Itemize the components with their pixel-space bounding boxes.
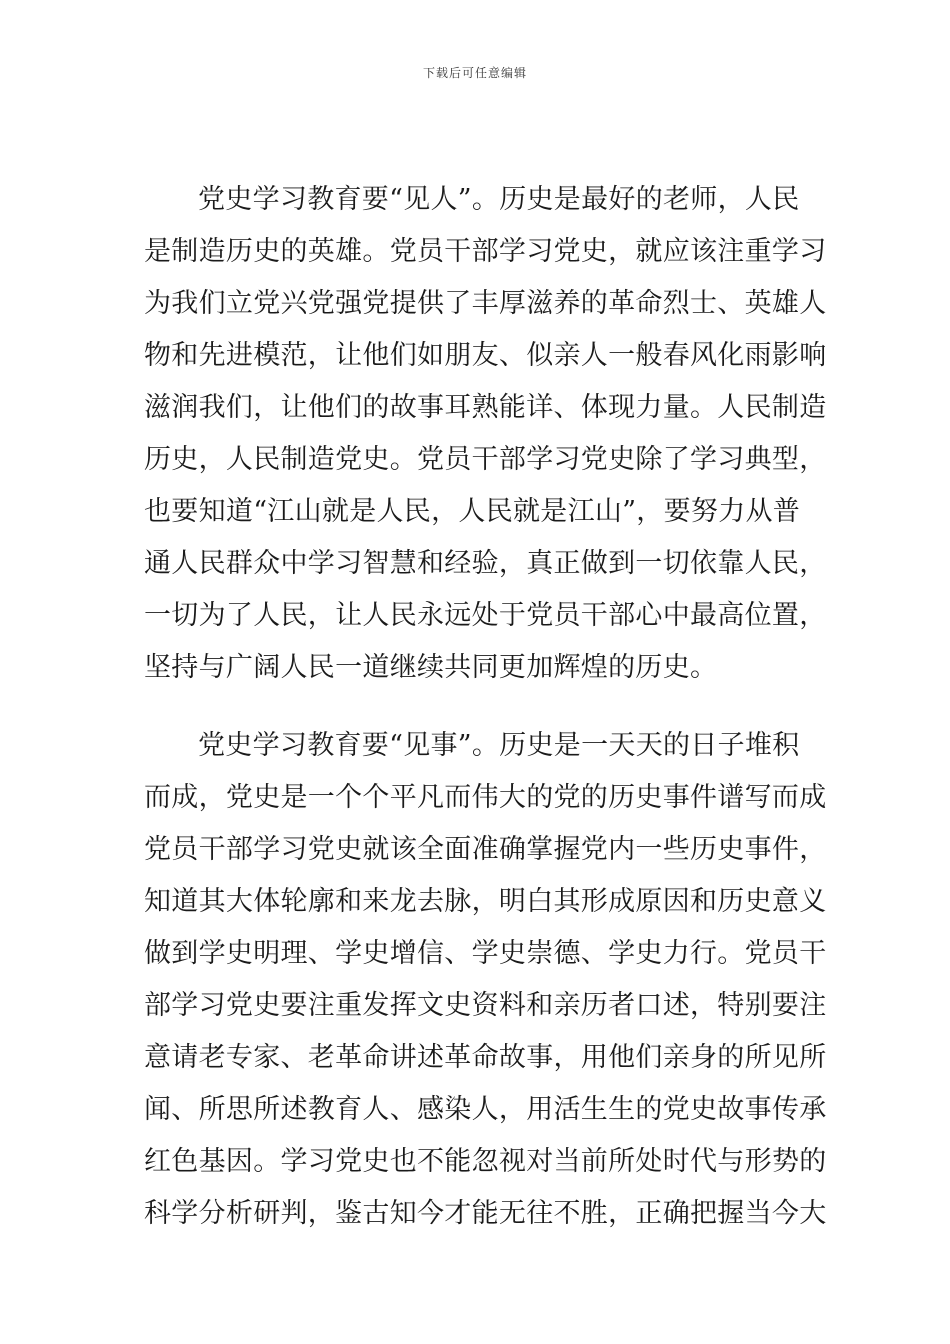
- page-header-note: 下载后可任意编辑: [422, 66, 527, 80]
- text-line: 科学分析研判，鉴古知今才能无往不胜，正确把握当今大: [144, 1198, 827, 1229]
- text-line: 党员干部学习党史就该全面准确掌握党内一些历史事件，: [144, 834, 827, 865]
- text-line: 闻、所思所述教育人、感染人，用活生生的党史故事传承: [144, 1094, 827, 1125]
- text-line: 党史学习教育要“见人”。历史是最好的老师，人民: [198, 184, 800, 215]
- text-line: 一切为了人民，让人民永远处于党员干部心中最高位置，: [144, 600, 827, 631]
- text-line: 知道其大体轮廓和来龙去脉，明白其形成原因和历史意义: [144, 886, 827, 917]
- text-line: 是制造历史的英雄。党员干部学习党史，就应该注重学习: [144, 236, 827, 267]
- text-line: 物和先进模范，让他们如朋友、似亲人一般春风化雨影响: [144, 340, 827, 371]
- paragraph-see-people: [144, 174, 827, 694]
- text-line: 党史学习教育要“见事”。历史是一天天的日子堆积: [198, 730, 800, 761]
- text-line: 红色基因。学习党史也不能忽视对当前所处时代与形势的: [144, 1146, 827, 1177]
- paragraph-see-events: [144, 720, 827, 1240]
- text-line: 通人民群众中学习智慧和经验，真正做到一切依靠人民，: [144, 548, 827, 579]
- text-line: 意请老专家、老革命讲述革命故事，用他们亲身的所见所: [144, 1042, 827, 1073]
- text-line: 而成，党史是一个个平凡而伟大的党的历史事件谱写而成: [144, 782, 827, 813]
- text-line: 历史，人民制造党史。党员干部学习党史除了学习典型，: [144, 444, 827, 475]
- text-line: 做到学史明理、学史增信、学史崇德、学史力行。党员干: [144, 938, 827, 969]
- text-line: 部学习党史要注重发挥文史资料和亲历者口述，特别要注: [144, 990, 827, 1021]
- text-line: 坚持与广阔人民一道继续共同更加辉煌的历史。: [144, 652, 718, 683]
- text-line: 也要知道“江山就是人民，人民就是江山”，要努力从普: [144, 496, 801, 527]
- text-line: 为我们立党兴党强党提供了丰厚滋养的革命烈士、英雄人: [144, 288, 827, 319]
- text-line: 滋润我们，让他们的故事耳熟能详、体现力量。人民制造: [144, 392, 827, 423]
